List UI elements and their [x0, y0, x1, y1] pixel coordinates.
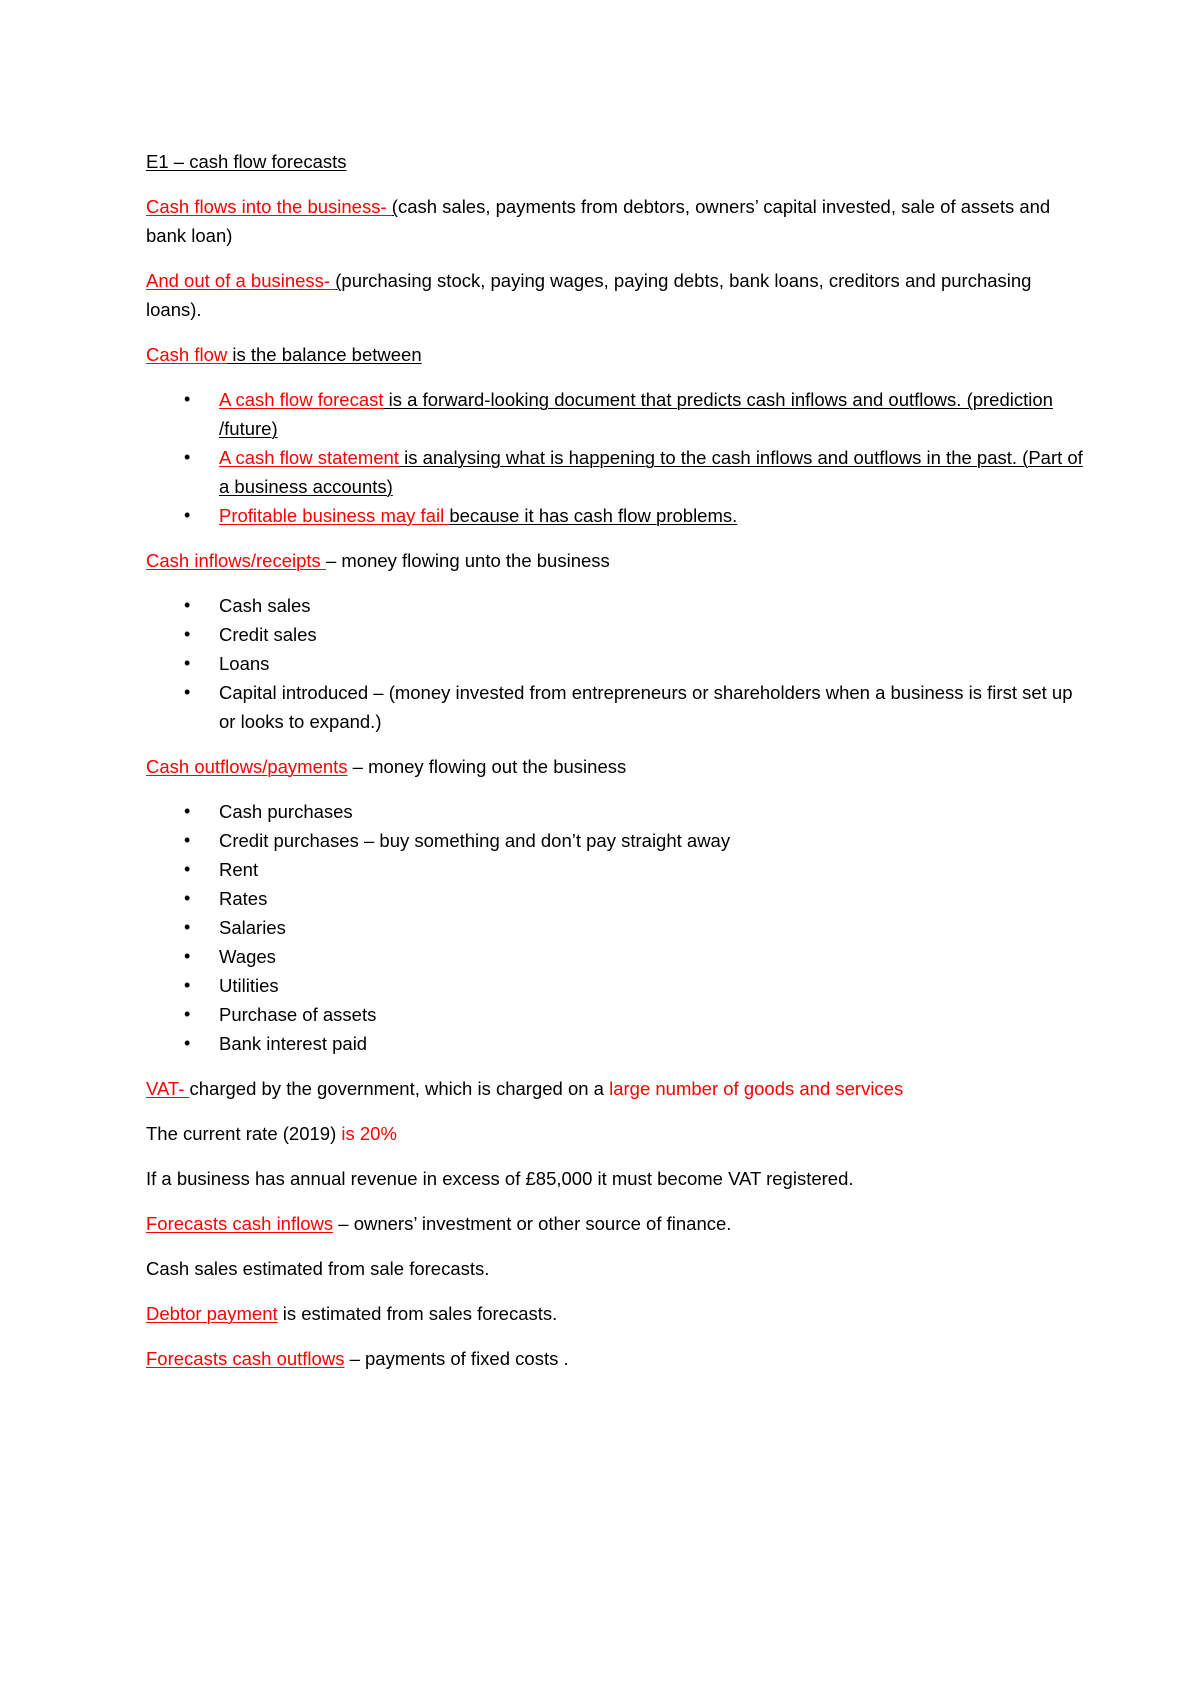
para-inflows: Cash inflows/receipts – money flowing unto the business: [146, 550, 610, 571]
list-item: • Cash purchases: [146, 797, 1086, 826]
para-cash-flow-def: Cash flow is the balance between: [146, 344, 422, 365]
list-item: • Bank interest paid: [146, 1029, 1086, 1058]
para-debtor-payment: Debtor payment is estimated from sales forecasts.: [146, 1303, 558, 1324]
para-forecast-outflows: Forecasts cash outflows – payments of fixed costs .: [146, 1348, 569, 1369]
list-item: • Capital introduced – (money invested from entrepreneurs or shareholders when a business is first set up or looks to expand.): [146, 678, 1086, 736]
list-item: • Profitable business may fail because it has cash flow problems.: [146, 501, 1086, 530]
para-inflows-intro: Cash flows into the business- (cash sales, payments from debtors, owners’ capital invested, sale of assets and bank loan): [146, 196, 1051, 246]
list-item: • Credit sales: [146, 620, 1086, 649]
inflow-list: [146, 591, 1086, 736]
list-item: • Utilities: [146, 971, 1086, 1000]
para-outflows-intro: And out of a business- (purchasing stock, paying wages, paying debts, bank loans, creditors and purchasing loans).: [146, 270, 1032, 320]
para-outflows: Cash outflows/payments – money flowing out the business: [146, 756, 627, 777]
para-vat: VAT- charged by the government, which is charged on a large number of goods and services: [146, 1078, 904, 1099]
definition-list: [146, 385, 1086, 530]
para-vat-threshold: If a business has annual revenue in excess of £85,000 it must become VAT registered.: [146, 1168, 854, 1189]
list-item: • Cash sales: [146, 591, 1086, 620]
para-vat-rate: The current rate (2019) is 20%: [146, 1123, 397, 1144]
list-item: • Wages: [146, 942, 1086, 971]
list-item: • Loans: [146, 649, 1086, 678]
list-item: • Credit purchases – buy something and don’t pay straight away: [146, 826, 1086, 855]
list-item: • Purchase of assets: [146, 1000, 1086, 1029]
heading: [146, 147, 1086, 176]
para-forecast-inflows: Forecasts cash inflows – owners’ investment or other source of finance.: [146, 1213, 732, 1234]
list-item: • A cash flow forecast is a forward-looking document that predicts cash inflows and outflows. (prediction /future): [146, 385, 1086, 443]
list-item: • A cash flow statement is analysing what is happening to the cash inflows and outflows in the past. (Part of a business accounts): [146, 443, 1086, 501]
heading-text: E1 – cash flow forecasts: [146, 151, 347, 172]
list-item: • Salaries: [146, 913, 1086, 942]
list-item: • Rates: [146, 884, 1086, 913]
outflow-list: [146, 797, 1086, 1058]
document-body: [146, 147, 1086, 1389]
para-cash-sales: Cash sales estimated from sale forecasts.: [146, 1258, 490, 1279]
list-item: • Rent: [146, 855, 1086, 884]
